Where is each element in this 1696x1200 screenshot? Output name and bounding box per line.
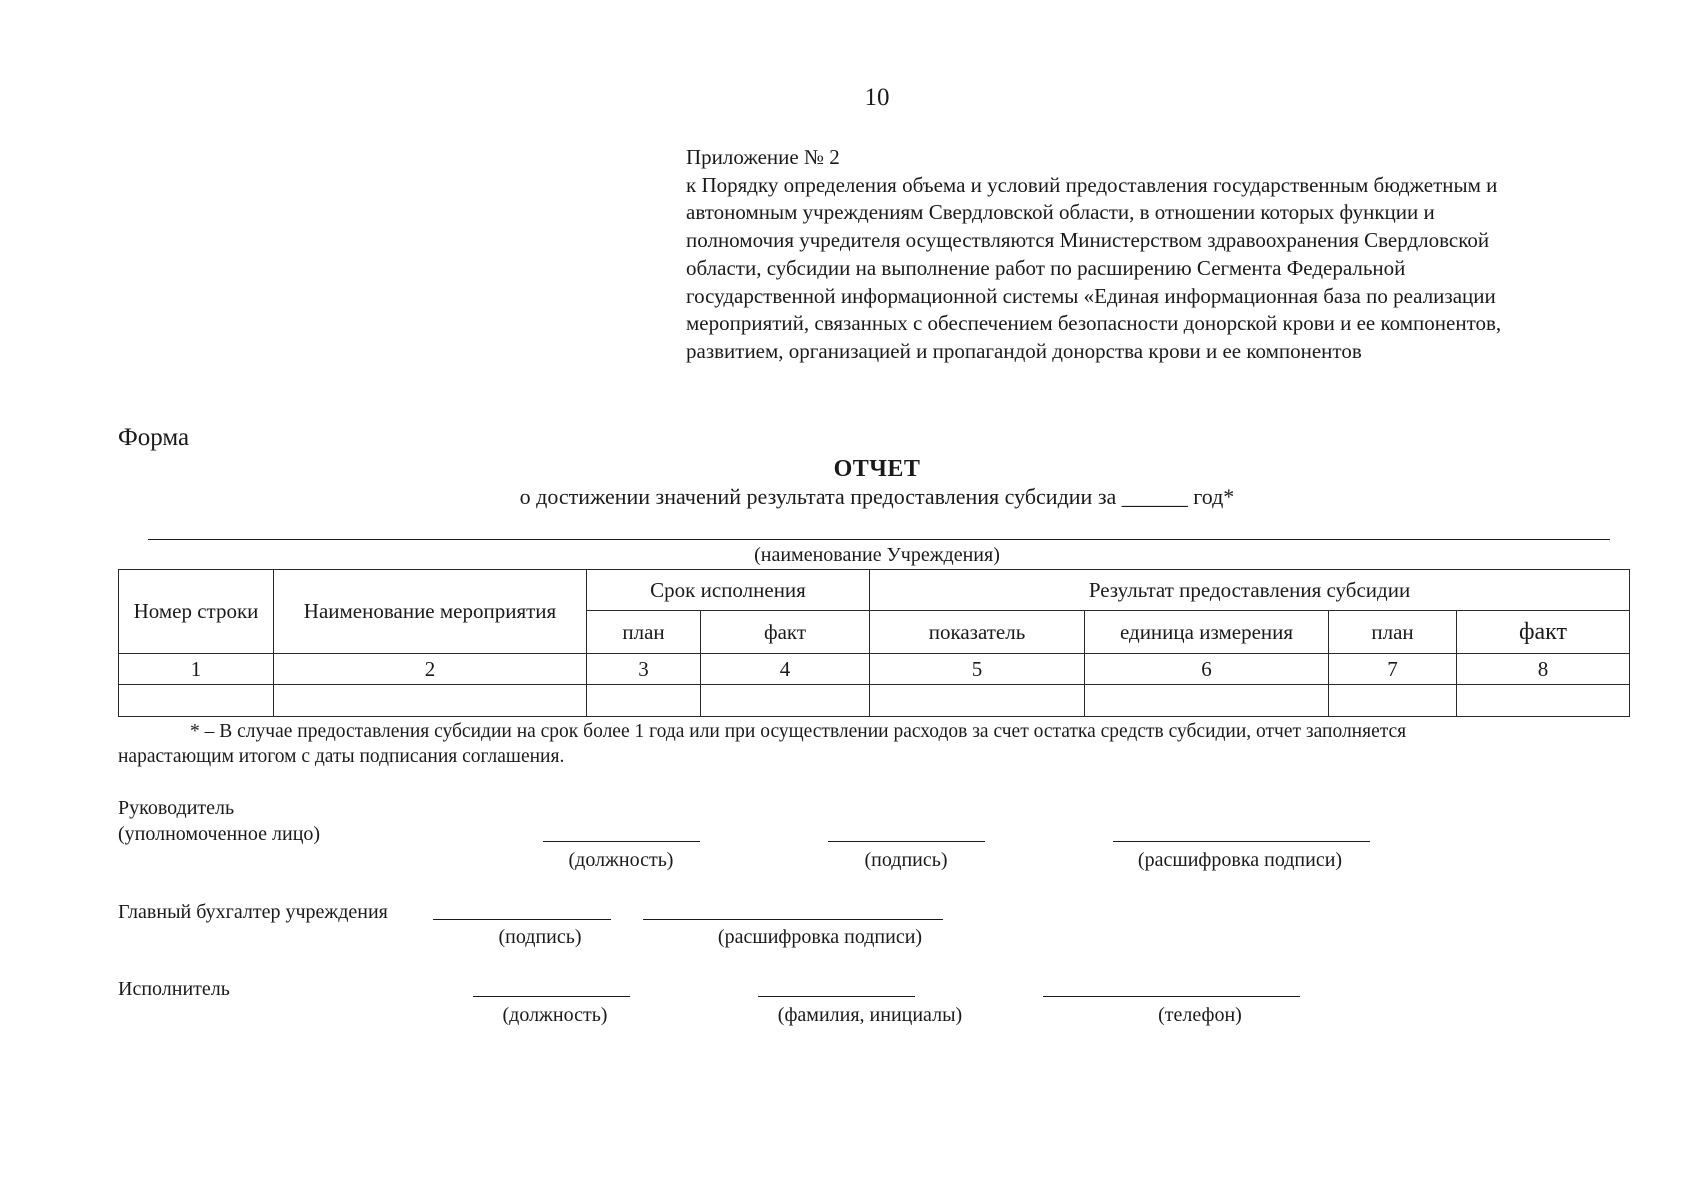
executor-position-line [473, 996, 630, 997]
header-indicator: показатель [870, 611, 1085, 654]
table-cell [1085, 685, 1329, 717]
page-number: 10 [864, 84, 890, 111]
table-cell [587, 685, 701, 717]
table-cell [870, 685, 1085, 717]
appendix-line: полномочия учредителя осуществляются Министерством здравоохранения Свердловской [686, 228, 1490, 253]
appendix-line: автономным учреждениям Свердловской области, в отношении которых функции и [686, 200, 1435, 225]
head-signature-line [828, 841, 985, 842]
chief-accountant-label: Главный бухгалтер учреждения [118, 901, 388, 923]
header-result-plan: план [1329, 611, 1457, 654]
report-subtitle: о достижении значений результата предоставления субсидии за ______ год* [519, 484, 1235, 509]
chief-accountant-decoding-caption: (расшифровка подписи) [717, 926, 923, 948]
table-row [119, 685, 1630, 717]
report-table [118, 569, 1630, 717]
column-number: 3 [587, 654, 701, 685]
head-label: Руководитель [118, 797, 235, 819]
head-signature-caption: (подпись) [864, 849, 948, 871]
institution-caption: (наименование Учреждения) [754, 544, 1000, 566]
appendix-line: государственной информационной системы «Единая информационная база по реализации [686, 283, 1496, 308]
header-deadline-plan: план [587, 611, 701, 654]
footnote-line: нарастающим итогом с даты подписания соглашения. [118, 746, 565, 767]
header-row-number: Номер строки [119, 570, 274, 654]
executor-label: Исполнитель [118, 978, 230, 1000]
header-result: Результат предоставления субсидии [870, 570, 1630, 611]
column-number: 2 [274, 654, 587, 685]
executor-position-caption: (должность) [502, 1004, 608, 1026]
head-decoding-line [1113, 841, 1370, 842]
column-number: 4 [701, 654, 870, 685]
institution-name-line [148, 539, 1610, 540]
head-label-sub: (уполномоченное лицо) [118, 823, 321, 845]
footnote [118, 719, 1638, 769]
column-number: 1 [119, 654, 274, 685]
table-cell [701, 685, 870, 717]
executor-phone-caption: (телефон) [1158, 1004, 1242, 1026]
head-position-caption: (должность) [568, 849, 674, 871]
table-cell [1457, 685, 1630, 717]
head-position-line [543, 841, 700, 842]
header-deadline: Срок исполнения [587, 570, 870, 611]
header-deadline-fact: факт [701, 611, 870, 654]
chief-accountant-signature-line [433, 919, 611, 920]
header-unit: единица измерения [1085, 611, 1329, 654]
appendix-line: развитием, организацией и пропагандой донорства крови и ее компонентов [686, 338, 1362, 363]
chief-accountant-decoding-line [643, 919, 943, 920]
column-number: 5 [870, 654, 1085, 685]
column-number: 8 [1457, 654, 1630, 685]
form-label: Форма [118, 424, 190, 451]
column-number: 6 [1085, 654, 1329, 685]
executor-name-caption: (фамилия, инициалы) [777, 1004, 963, 1026]
footnote-line: * – В случае предоставления субсидии на срок более 1 года или при осуществлении расходов за счет остатка средств субсидии, отчет заполняется [190, 721, 1407, 742]
table-cell [1329, 685, 1457, 717]
appendix-line: мероприятий, связанных с обеспечением безопасности донорской крови и ее компонентов, [686, 311, 1502, 336]
table-cell [274, 685, 587, 717]
header-event-name: Наименование мероприятия [274, 570, 587, 654]
report-title: ОТЧЕТ [833, 456, 921, 482]
table-header-row [119, 570, 1630, 611]
appendix-line: области, субсидии на выполнение работ по расширению Сегмента Федеральной [686, 255, 1406, 280]
table-column-numbers-row [119, 654, 1630, 685]
column-number: 7 [1329, 654, 1457, 685]
table-cell [119, 685, 274, 717]
appendix-line: к Порядку определения объема и условий предоставления государственным бюджетным и [686, 172, 1498, 197]
head-decoding-caption: (расшифровка подписи) [1137, 849, 1343, 871]
executor-name-line [758, 996, 915, 997]
executor-phone-line [1043, 996, 1300, 997]
header-result-fact: факт [1457, 611, 1630, 654]
chief-accountant-signature-caption: (подпись) [498, 926, 582, 948]
appendix-line: Приложение № 2 [686, 145, 840, 169]
appendix-heading [686, 144, 1656, 366]
